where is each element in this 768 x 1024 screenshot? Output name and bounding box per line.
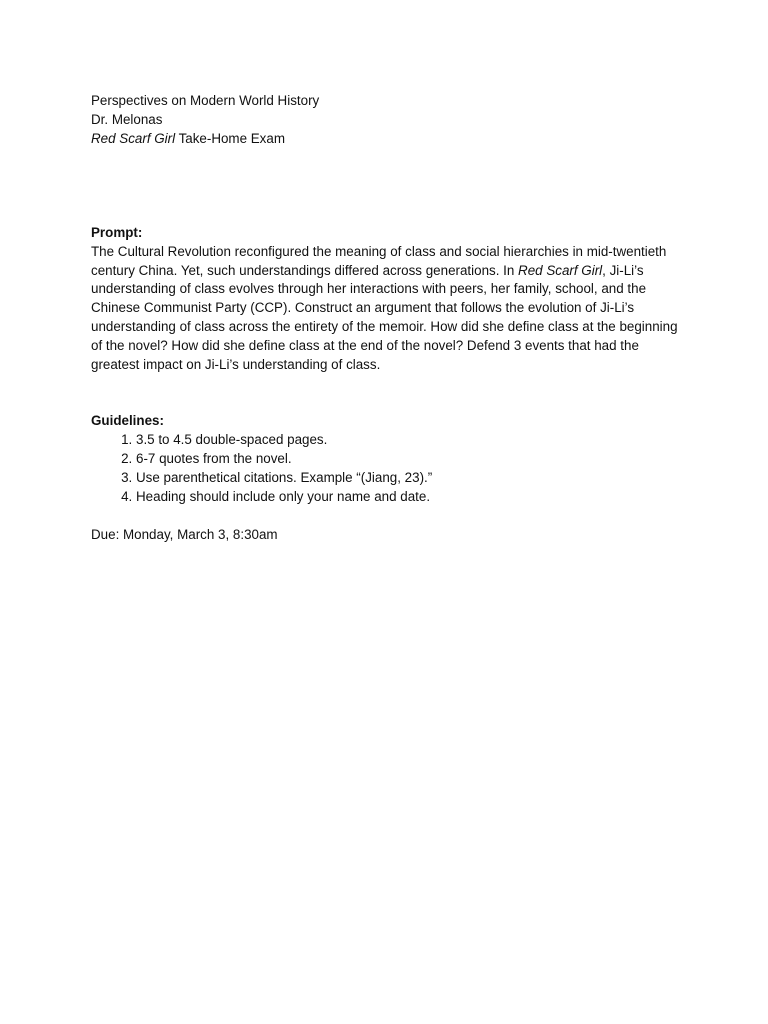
prompt-text: [91, 243, 681, 375]
guidelines-heading: Guidelines:: [91, 412, 164, 428]
course-title: Perspectives on Modern World History: [91, 93, 320, 108]
prompt-heading: Prompt:: [91, 224, 143, 240]
prompt-text-part-2: , Ji-Li’s understanding of class evolves through her interactions with peers, her family, school, and the Chinese Communist Party (CCP). Construct an argument that follows the evolution of Ji-Li’s understanding of class across the entirety of the memoir. How did she define class at the beginning of the novel? How did she define class at the end of the novel? Defend 3 events that had the greatest impact on Ji-Li’s understanding of class.: [91, 262, 678, 373]
document-header: [91, 92, 681, 149]
guideline-item: 2. 6-7 quotes from the novel.: [136, 450, 681, 469]
due-date: Due: Monday, March 3, 8:30am: [91, 526, 278, 542]
prompt-book-title: Red Scarf Girl: [518, 262, 603, 278]
instructor-name: Dr. Melonas: [91, 111, 163, 127]
guidelines-list: [91, 431, 681, 507]
document-page: [91, 92, 681, 544]
guideline-item: 3. Use parenthetical citations. Example “(Jiang, 23).”: [136, 469, 681, 488]
prompt-text-part-1: The Cultural Revolution reconfigured the meaning of class and social hierarchies in mid-twentieth century China. Yet, such understandings differed across generations. In: [91, 243, 667, 278]
exam-title-book: Red Scarf Girl: [91, 130, 176, 146]
guideline-item: 4. Heading should include only your name and date.: [136, 488, 681, 507]
exam-title: [91, 130, 681, 149]
prompt-section: [91, 224, 681, 375]
exam-title-rest: Take-Home Exam: [175, 130, 285, 146]
guideline-item: 1. 3.5 to 4.5 double-spaced pages.: [136, 431, 681, 450]
guidelines-section: [91, 412, 681, 507]
